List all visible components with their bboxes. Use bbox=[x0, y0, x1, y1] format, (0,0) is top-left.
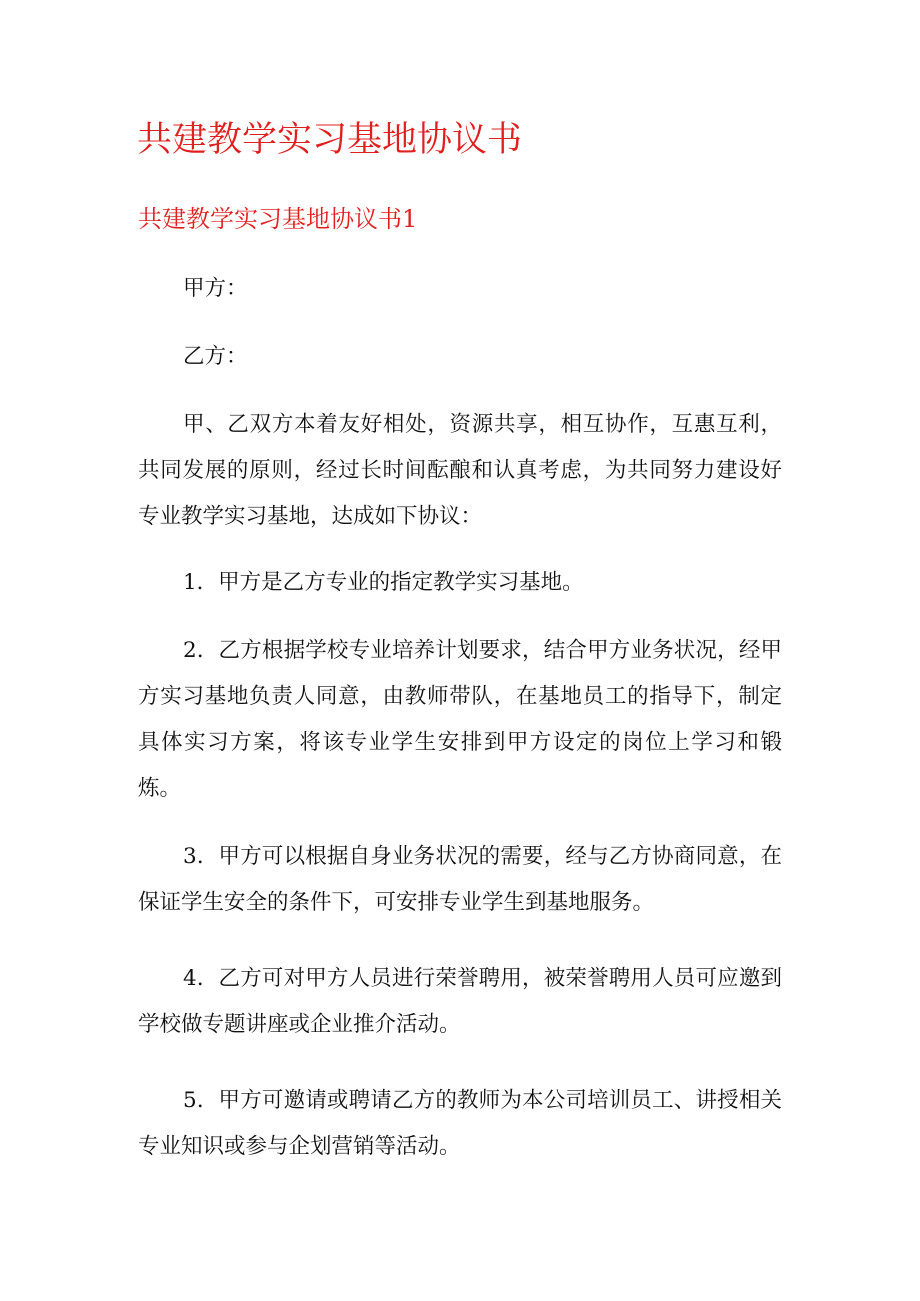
clause-4: 4．乙方可对甲方人员进行荣誉聘用，被荣誉聘用人员可应邀到学校做专题讲座或企业推介活动。 bbox=[138, 966, 782, 1037]
clause-5: 5．甲方可邀请或聘请乙方的教师为本公司培训员工、讲授相关专业知识或参与企划营销等活动。 bbox=[138, 1088, 782, 1159]
party-a-line: 甲方： bbox=[183, 276, 248, 301]
intro-paragraph: 甲、乙双方本着友好相处，资源共享，相互协作，互惠互利，共同发展的原则，经过长时间酝酿和认真考虑，为共同努力建设好专业教学实习基地，达成如下协议： bbox=[138, 412, 782, 529]
section-title: 共建教学实习基地协议书1 bbox=[138, 205, 418, 233]
clause-1: 1．甲方是乙方专业的指定教学实习基地。 bbox=[183, 570, 584, 595]
clause-3: 3．甲方可以根据自身业务状况的需要，经与乙方协商同意，在保证学生安全的条件下，可安排专业学生到基地服务。 bbox=[138, 844, 782, 915]
document-title: 共建教学实习基地协议书 bbox=[137, 120, 523, 160]
clause-2: 2．乙方根据学校专业培养计划要求，结合甲方业务状况，经甲方实习基地负责人同意，由教师带队，在基地员工的指导下，制定具体实习方案，将该专业学生安排到甲方设定的岗位上学习和锻炼。 bbox=[138, 638, 782, 801]
party-b-line: 乙方： bbox=[183, 344, 248, 369]
